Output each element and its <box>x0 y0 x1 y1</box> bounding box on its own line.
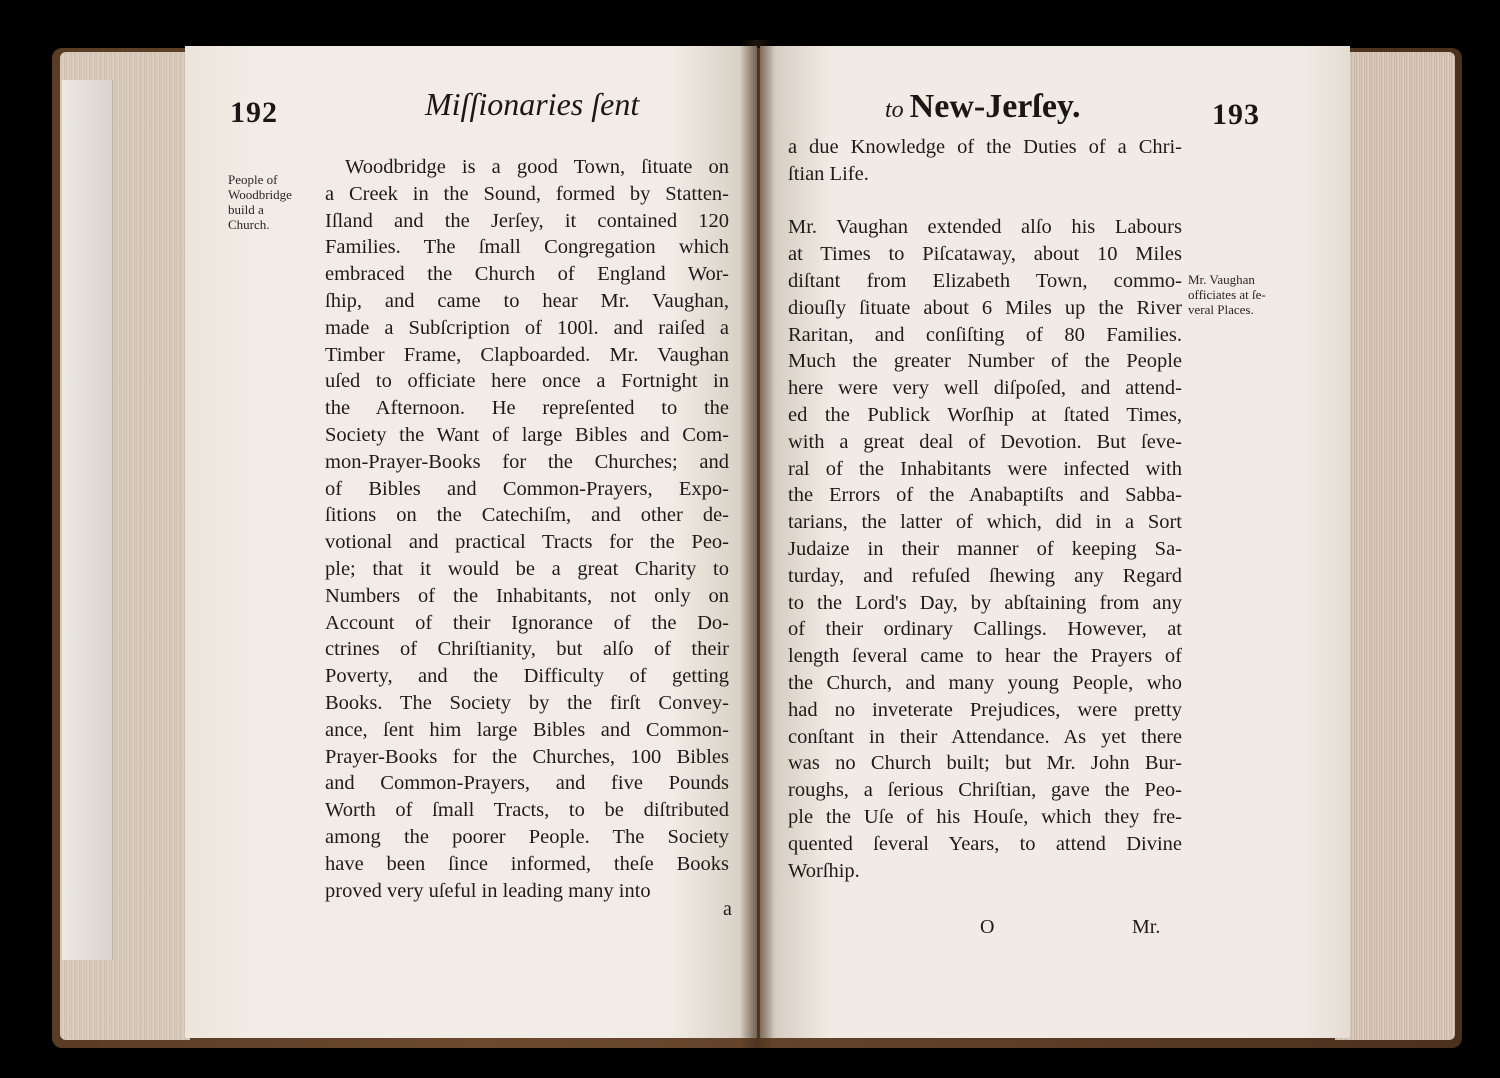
text-line: of Bibles and Common-Prayers, Expo- <box>325 477 729 500</box>
text-line: to the Lord's Day, by abſtaining from any <box>788 591 1182 614</box>
text-line: tarians, the latter of which, did in a Sort <box>788 511 1182 534</box>
text-line: mon-Prayer-Books for the Churches; and <box>325 450 729 473</box>
text-line: conſtant in their Attendance. As yet there <box>788 725 1182 748</box>
text-line: diſtant from Elizabeth Town, commo- <box>788 269 1182 292</box>
text-line: had no inveterate Prejudices, were pretty <box>788 698 1182 721</box>
margin-note-line: People of <box>228 172 278 187</box>
running-head-right <box>885 88 1081 126</box>
margin-note-line: Church. <box>228 217 270 232</box>
text-line: ple the Uſe of his Houſe, which they fre- <box>788 805 1182 828</box>
text-line: ſtian Life. <box>788 162 869 185</box>
text-line: ſhip, and came to hear Mr. Vaughan, <box>325 289 729 312</box>
catchword-left: a <box>723 898 732 920</box>
text-line: roughs, a ſerious Chriſtian, gave the Peo- <box>788 779 1182 802</box>
running-head-prefix: to <box>885 97 904 123</box>
text-line: a Creek in the Sound, formed by Statten- <box>325 182 729 205</box>
text-line: length ſeveral came to hear the Prayers of <box>788 645 1182 668</box>
text-line: ance, ſent him large Bibles and Common- <box>325 718 729 741</box>
text-line: a due Knowledge of the Duties of a Chri- <box>788 136 1182 158</box>
margin-note-left <box>228 172 308 232</box>
margin-note-line: officiates at ſe- <box>1188 287 1266 302</box>
right-page-edges <box>1335 52 1455 1040</box>
page-number-left: 192 <box>230 96 278 129</box>
text-line: Society the Want of large Bibles and Com- <box>325 423 729 446</box>
text-line: Worth of ſmall Tracts, to be diſtributed <box>325 799 729 822</box>
text-line: here were very well diſpoſed, and attend- <box>788 377 1182 400</box>
margin-note-line: Mr. Vaughan <box>1188 272 1255 287</box>
running-head-left: Miſſionaries ſent <box>425 86 640 122</box>
text-line: ctrines of Chriſtianity, but alſo of their <box>325 638 729 661</box>
text-line: Prayer-Books for the Churches, 100 Bibles <box>325 745 729 768</box>
text-line: ral of the Inhabitants were infected with <box>788 457 1182 480</box>
text-line: Numbers of the Inhabitants, not only on <box>325 584 729 607</box>
text-line: ſitions on the Catechiſm, and other de- <box>325 504 729 527</box>
text-line: the Errors of the Anabaptiſts and Sabba- <box>788 484 1182 507</box>
text-line: the Church, and many young People, who <box>788 671 1182 694</box>
text-line: the Afternoon. He repreſented to the <box>325 397 729 420</box>
text-line: Woodbridge is a good Town, ſituate on <box>345 156 729 178</box>
text-line: among the poorer People. The Society <box>325 825 729 848</box>
text-line: turday, and refuſed ſhewing any Regard <box>788 564 1182 587</box>
text-line: proved very uſeful in leading many into <box>325 879 651 902</box>
text-line: with a great deal of Devotion. But ſeve- <box>788 430 1182 453</box>
page-number-right: 193 <box>1212 98 1260 131</box>
signature-mark: O <box>980 916 995 938</box>
text-line: votional and practical Tracts for the Peo- <box>325 531 729 554</box>
margin-note-right <box>1188 272 1298 317</box>
margin-note-line: build a <box>228 202 264 217</box>
text-line: Account of their Ignorance of the Do- <box>325 611 729 634</box>
text-line: Worſhip. <box>788 859 860 882</box>
text-line: ed the Publick Worſhip at ſtated Times, <box>788 403 1182 426</box>
text-line: Iſland and the Jerſey, it contained 120 <box>325 209 729 232</box>
text-line: Judaize in their manner of keeping Sa- <box>788 537 1182 560</box>
book-gutter <box>740 40 774 1048</box>
text-line: made a Subſcription of 100l. and raiſed a <box>325 316 729 339</box>
right-page-text <box>788 134 1182 884</box>
text-line: embraced the Church of England Wor- <box>325 263 729 286</box>
text-line: and Common-Prayers, and five Pounds <box>325 772 729 795</box>
text-line: Much the greater Number of the People <box>788 350 1182 373</box>
text-line <box>788 188 1182 215</box>
text-line: of their ordinary Callings. However, at <box>788 618 1182 641</box>
margin-note-line: Woodbridge <box>228 187 292 202</box>
text-line: Raritan, and conſiſting of 80 Families. <box>788 323 1182 346</box>
left-page <box>185 46 757 1038</box>
text-line: Mr. Vaughan extended alſo his Labours <box>788 216 1182 239</box>
text-line: was no Church built; but Mr. John Bur- <box>788 752 1182 775</box>
right-page <box>760 46 1350 1038</box>
text-line: quented ſeveral Years, to attend Divine <box>788 832 1182 855</box>
text-line: at Times to Piſcataway, about 10 Miles <box>788 243 1182 266</box>
text-line: ple; that it would be a great Charity to <box>325 557 729 580</box>
left-page-text <box>325 154 729 904</box>
catchword-right: Mr. <box>1132 916 1161 938</box>
text-line: have been ſince informed, theſe Books <box>325 852 729 875</box>
margin-note-line: veral Places. <box>1188 302 1254 317</box>
text-line: Families. The ſmall Congregation which <box>325 236 729 259</box>
text-line: uſed to officiate here once a Fortnight in <box>325 370 729 393</box>
text-line: Books. The Society by the firſt Convey- <box>325 691 729 714</box>
text-line: Timber Frame, Clapboarded. Mr. Vaughan <box>325 343 729 366</box>
inserted-paper-slip <box>62 80 113 960</box>
text-line: Poverty, and the Difficulty of getting <box>325 665 729 688</box>
text-line: diouſly ſituate about 6 Miles up the River <box>788 296 1182 319</box>
running-head-title: New-Jerſey. <box>909 88 1081 125</box>
